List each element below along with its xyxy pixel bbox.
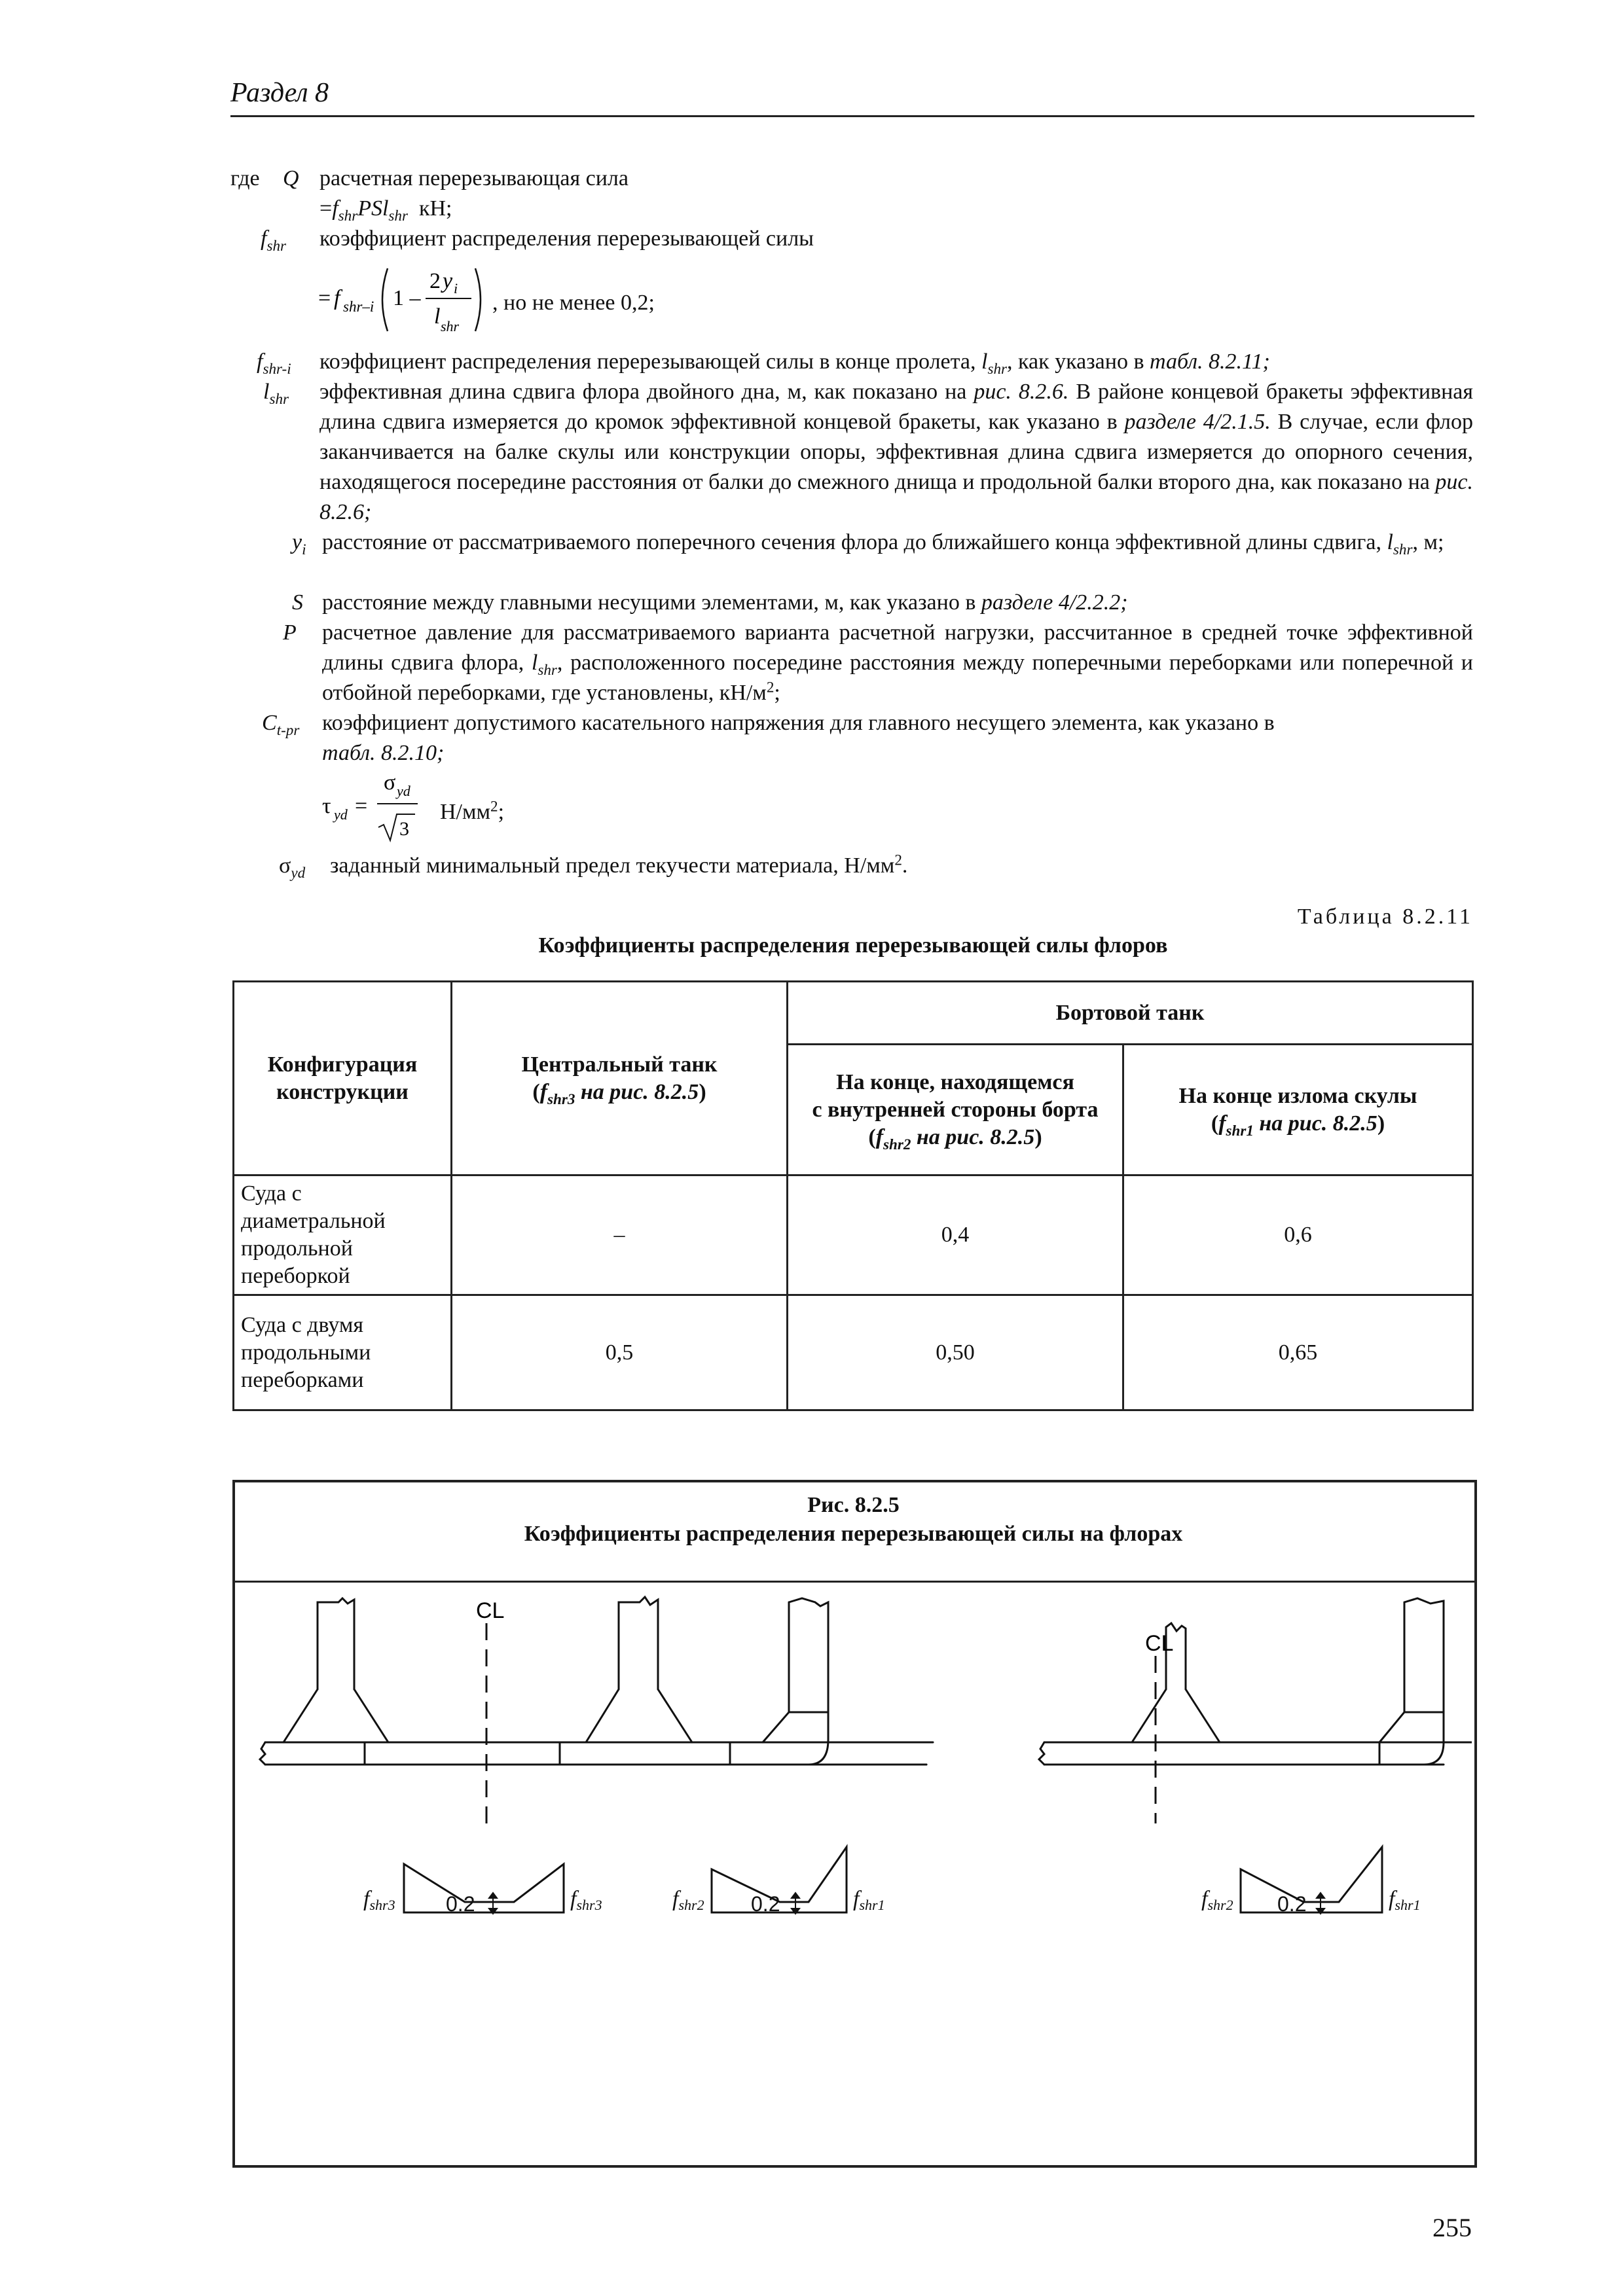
centerline-label: CL [476,1598,505,1623]
svg-text:yd: yd [397,783,410,799]
f2-label: fshr2 [1201,1887,1233,1913]
s-symbol: S [292,590,303,615]
ct-description: коэффициент допустимого касательного напряжения для главного несущего элемента, как указано в табл. 8.2.10; [322,711,1275,765]
col-header-side-bilge: На конце излома скулы ($f_{shr1}$ на рис. 8.2.5) [1123,1045,1473,1175]
f1-label: fshr1 [1389,1887,1421,1913]
figure-title: Коэффициенты распределения перерезывающей силы на флорах [524,1522,1183,1546]
sigma-symbol: $\sigma_{yd}$ [279,853,306,882]
s-description: расстояние между главными несущими элементами, м, как указано в разделе 4/2.2.2; [322,590,1128,615]
header-rule [230,115,1474,117]
col-header-side: Бортовой танк [788,982,1473,1045]
q-symbol: Q [283,166,299,190]
col-header-config: Конфигурация конструкции [234,982,452,1175]
q-unit: кН; [418,196,452,221]
lshr-description: эффективная длина сдвига флора двойного дна, м, как показано на рис. 8.2.6. В районе концевой бракеты эффективная длина сдвига измеряется до кромок эффективной концевой бракеты, как указано в разделе 4/2.1.5. В случае, если флор заканчивается на балке скулы или конструкции опоры, эффективная длина сдвига измеряется до опорного сечения, находящегося посередине расстояния от балки до смежного днища и продольной балки второго дна, как показано на рис. 8.2.6; [319,380,1474,524]
min-label: 0.2 [751,1892,780,1916]
fshri-symbol: $f_{shr-i}$ [257,350,291,378]
svg-text:=: = [318,286,331,310]
ct-symbol: $C_{t-pr}$ [262,711,300,740]
min-label: 0.2 [1277,1892,1307,1916]
fshri-description: коэффициент распределения перерезывающей силы в конце пролета, $l_{shr}$, как указано в табл. 8.2.11; [319,350,1270,378]
svg-text:=: = [355,794,368,818]
section-header: Раздел 8 [230,78,329,108]
fshr-description: коэффициент распределения перерезывающей силы [319,226,814,251]
page-number: 255 [1432,2213,1472,2242]
fshr-symbol: $f_{shr}$ [261,226,286,255]
row-inner: 0,50 [788,1295,1123,1410]
figure-caption [232,1491,1474,1549]
svg-text:3: 3 [399,818,409,840]
svg-text:l: l [434,304,441,329]
centerline-label: CL [1145,1631,1174,1656]
svg-text:2: 2 [429,269,441,293]
f2-label: fshr2 [672,1887,704,1913]
f3-label: fshr3 [363,1887,395,1913]
row-bilge: 0,65 [1123,1295,1473,1410]
col-header-side-inner: На конце, находящемся с внутренней стороны борта ($f_{shr2}$ на рис. 8.2.5) [788,1045,1123,1175]
yi-description: расстояние от рассматриваемого поперечного сечения флора до ближайшего конца эффективной длины сдвига, $l_{shr}$, м; [322,530,1444,559]
svg-text:yd: yd [334,806,348,823]
table-number: Таблица 8.2.11 [1297,905,1473,929]
fshr-formula-tail: , но не менее 0,2; [492,291,655,315]
svg-text:τ: τ [322,794,331,818]
f3-label: fshr3 [570,1887,602,1913]
q-formula: $=f_{shr}PSl_{shr}$ кН; [319,196,452,225]
table-row [234,1175,1473,1295]
q-description: расчетная перерезывающая сила [319,166,629,190]
where-label: где [230,166,260,190]
p-symbol: P [283,620,297,645]
figure-number: Рис. 8.2.5 [807,1493,900,1517]
svg-text:σ: σ [384,770,396,795]
lshr-symbol: $l_{shr}$ [263,380,289,408]
f1-label: fshr1 [853,1887,885,1913]
floor-diagram [232,1583,1472,2162]
tau-formula [319,767,555,852]
svg-text:y: y [443,269,453,293]
yi-symbol: $y_i$ [292,530,306,559]
row-central: 0,5 [452,1295,788,1410]
row-config: Суда с диаметральной продольной переборкой [234,1175,452,1295]
row-inner: 0,4 [788,1175,1123,1295]
min-label: 0.2 [446,1892,475,1916]
row-central: – [452,1175,788,1295]
tau-unit: $Н/мм^2$; [440,798,505,824]
row-config: Суда с двумя продольными переборками [234,1295,452,1410]
q-formula-eq: = [319,196,333,221]
svg-text:shr–i: shr–i [343,298,374,315]
svg-text:1 –: 1 – [393,286,421,310]
svg-text:shr: shr [441,318,460,334]
table-row [234,1295,1473,1410]
row-bilge: 0,6 [1123,1175,1473,1295]
col-header-central: Центральный танк ($f_{shr3}$ на рис. 8.2.5) [452,982,788,1175]
svg-text:f: f [334,286,340,310]
sigma-description: заданный минимальный предел текучести материала, $Н/мм^2$. [330,852,908,878]
p-description: расчетное давление для рассматриваемого варианта расчетной нагрузки, рассчитанное в средней точке эффективной длины сдвига флора, $l_{shr}$, расположенного посередине расстояния между поперечными переборками или поперечной и отбойной переборками, где установлены, $кН/м^2$; [322,620,1473,705]
svg-text:i: i [454,280,458,296]
coefficients-table [232,980,1474,1411]
table-title: Коэффициенты распределения перерезывающей силы флоров [538,933,1168,958]
